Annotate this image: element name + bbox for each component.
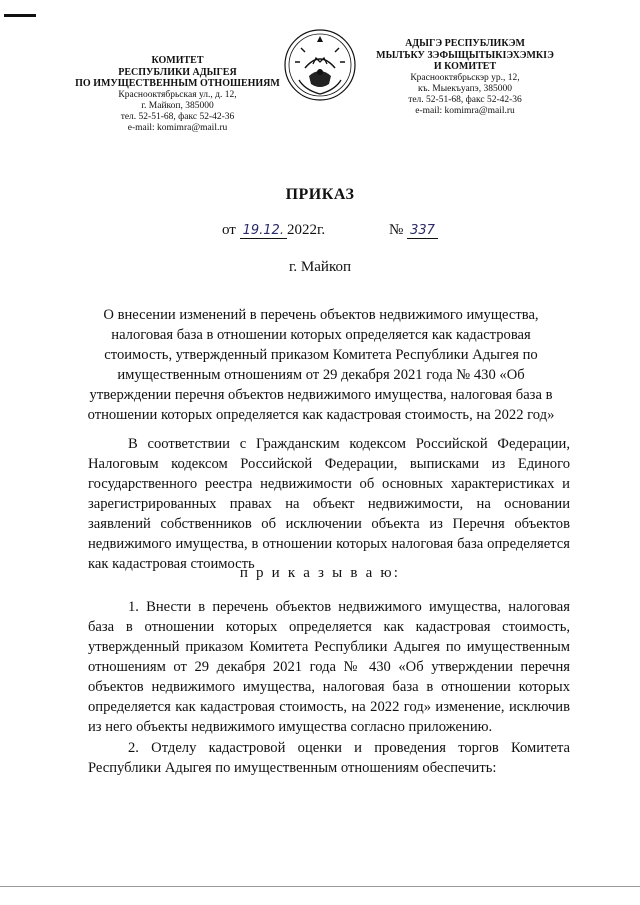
date-year: 2022г. xyxy=(286,222,326,238)
org-name-line: МЫЛЪКУ ЗЭФЫЩЫТЫКІЭХЭМКІЭ xyxy=(376,49,554,61)
org-name-line: ПО ИМУЩЕСТВЕННЫМ ОТНОШЕНИЯМ xyxy=(75,78,280,89)
email-line: e-mail: komimra@mail.ru xyxy=(127,122,228,133)
date-prefix: от xyxy=(222,222,236,238)
order-item-1: 1. Внести в перечень объектов недвижимого имущества, налоговая база в отношении которых определяется как кадастровая стоимость, утвержденный приказом Комитета Республики Адыгея по имущественным отношениям от 29 декабря 2021 года № 430 «Об утверждении перечня объектов недвижимого имущества, налоговая база в отношении которых определяется как кадастровая стоимость, на 2022 год» изменение, исключив из него объекты недвижимого имущества согласно приложению. xyxy=(88,599,570,735)
handwritten-number: 337 xyxy=(407,224,438,239)
order-directive-word: п р и к а з ы в а ю: xyxy=(239,565,401,581)
email-line: e-mail: komimra@mail.ru xyxy=(415,105,515,116)
number-sign: № xyxy=(389,222,404,238)
letterhead-left xyxy=(70,55,285,134)
document-title: ПРИКАЗ xyxy=(285,186,355,203)
order-subject: О внесении изменений в перечень объектов недвижимого имущества, налоговая база в отношении которых определяется как кадастровая стоимость, утвержденный приказом Комитета Республики Адыгея по имущественным отношениям от 29 декабря 2021 года № 430 «Об утверждении перечня объектов недвижимого имущества, налоговая база в отношении которых определяется как кадастровая стоимость, на 2022 год» xyxy=(87,307,555,423)
org-name-line: РЕСПУБЛИКИ АДЫГЕЯ xyxy=(118,66,237,78)
legal-basis-paragraph: В соответствии с Гражданским кодексом Российской Федерации, Налоговым кодексом Российской Федерации, выписками из Единого государственного реестра недвижимости об основных характеристиках и зарегистрированных правах на объект недвижимости, на основании заявлений собственников об исключении объекта из Перечня объектов недвижимого имущества, в отношении которых налоговая база определяется как кадастровая стоимость xyxy=(88,436,570,572)
letterhead-right xyxy=(365,38,565,117)
address-line: къ. Мыекъуапэ, 385000 xyxy=(418,83,512,94)
coat-of-arms-emblem xyxy=(283,28,357,102)
letterhead xyxy=(0,0,640,160)
city-line: г. Майкоп xyxy=(288,259,352,275)
handwritten-date: 19.12. xyxy=(240,224,287,239)
address-line: Краснооктябрьская ул., д. 12, xyxy=(118,89,237,100)
org-name-line: АДЫГЭ РЕСПУБЛИКЭМ xyxy=(405,38,525,49)
order-item-2: 2. Отделу кадастровой оценки и проведения торгов Комитета Республики Адыгея по имущественным отношениям обеспечить: xyxy=(88,740,570,776)
order-date xyxy=(222,222,325,239)
org-name-line: КОМИТЕТ xyxy=(151,55,204,66)
address-line: Краснооктябрьскэр ур., 12, xyxy=(410,72,520,83)
phone-line: тел. 52-51-68, факс 52-42-36 xyxy=(408,94,522,105)
scan-bottom-edge xyxy=(0,886,640,887)
address-line: г. Майкоп, 385000 xyxy=(141,100,214,111)
order-number xyxy=(389,222,438,239)
org-name-line: И КОМИТЕТ xyxy=(433,61,497,72)
phone-line: тел. 52-51-68, факс 52-42-36 xyxy=(120,111,235,122)
